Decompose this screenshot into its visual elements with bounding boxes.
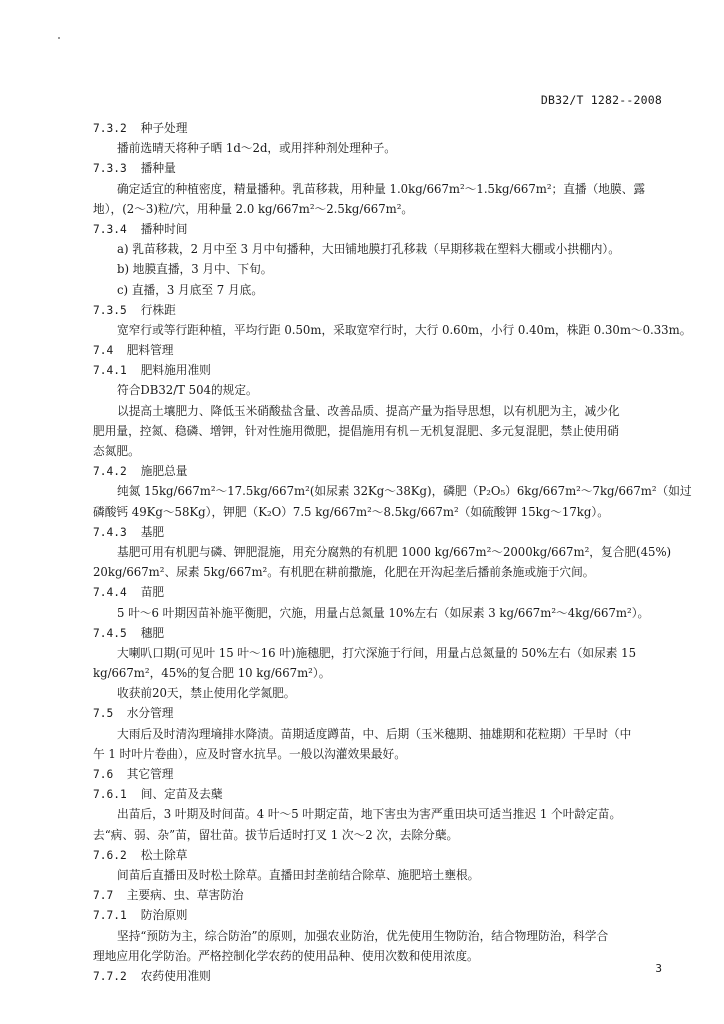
section-number: 7.4.2 bbox=[93, 465, 127, 479]
section-number: 7.3.5 bbox=[93, 303, 127, 317]
paragraph-line: 确定适宜的种植密度，精量播种。乳苗移栽，用种量 1.0kg/667m²～1.5kg/667m²；直播（地膜、露 bbox=[117, 181, 646, 196]
section-title: 穗肥 bbox=[140, 625, 165, 640]
section-number: 7.6 bbox=[93, 768, 114, 781]
section-number: 7.4.4 bbox=[93, 586, 127, 600]
section-number: 7.7.1 bbox=[93, 909, 127, 923]
paragraph-line: 午 1 时叶片卷曲），应及时窨水抗旱。一般以沟灌效果最好。 bbox=[93, 746, 406, 761]
section-title: 其它管理 bbox=[126, 767, 174, 781]
subsection-heading bbox=[93, 158, 663, 178]
subsection-heading bbox=[93, 966, 663, 986]
paragraph-line: 间苗后直播田及时松土除草。直播田封垄前结合除草、施肥培土壅根。 bbox=[117, 867, 480, 882]
section-title: 施肥总量 bbox=[140, 464, 188, 479]
standard-code: DB32/T 1282--2008 bbox=[540, 93, 662, 107]
paragraph-line: 磷酸钙 49Kg～58Kg），钾肥（K₂O）7.5 kg/667m²～8.5kg/667m²（如硫酸钾 15kg～17kg）。 bbox=[93, 504, 609, 519]
paragraph-line: 理地应用化学防治。严格控制化学农药的使用品种、使用次数和使用浓度。 bbox=[93, 948, 479, 963]
paragraph-line: 宽窄行或等行距种植，平均行距 0.50m，采取宽窄行时，大行 0.60m，小行 0.40m，株距 0.30m～0.33m。 bbox=[117, 322, 692, 337]
section-number: 7.7 bbox=[93, 889, 114, 903]
subsection-heading bbox=[93, 461, 663, 481]
subsection-heading bbox=[93, 784, 663, 804]
section-title: 种子处理 bbox=[140, 121, 188, 135]
paragraph-line: 纯氮 15kg/667m²～17.5kg/667m²(如尿素 32Kg～38Kg)，磷肥（P₂O₅）6kg/667m²～7kg/667m²（如过 bbox=[117, 484, 692, 499]
section-number: 7.4.3 bbox=[93, 525, 127, 539]
paragraph-line: 态氮肥。 bbox=[93, 444, 140, 458]
paragraph-line: 基肥可用有机肥与磷、钾肥混施，用充分腐熟的有机肥 1000 kg/667m²～2000kg/667m²，复合肥(45%) bbox=[117, 544, 672, 559]
paragraph-line: 出苗后，3 叶期及时间苗。4 叶～5 叶期定苗，地下害虫为害严重田块可适当推迟 1 个叶龄定苗。 bbox=[117, 807, 622, 822]
section-title: 主要病、虫、草害防治 bbox=[126, 888, 244, 903]
paragraph-line: kg/667m²，45%的复合肥 10 kg/667m²）。 bbox=[93, 666, 331, 681]
section-number: 7.6.2 bbox=[93, 848, 127, 862]
subsection-heading bbox=[93, 300, 663, 320]
section-title: 肥料施用准则 bbox=[140, 363, 211, 378]
section-number: 7.3.4 bbox=[93, 222, 127, 236]
paragraph-line: 以提高土壤肥力、降低玉米硝酸盐含量、改善品质、提高产量为指导思想，以有机肥为主，减少化 bbox=[117, 403, 620, 418]
paragraph-line: 20kg/667m²、尿素 5kg/667m²。有机肥在耕前撒施，化肥在开沟起垄后播前条施或施于穴间。 bbox=[93, 565, 595, 580]
subsection-heading bbox=[93, 219, 663, 239]
section-title: 松土除草 bbox=[140, 847, 188, 862]
paragraph-line: 肥用量，控氮、稳磷、增钾，针对性施用微肥，提倡施用有机－无机复混肥、多元复混肥，禁止使用硝 bbox=[93, 423, 619, 438]
paragraph-line: 大喇叭口期(可见叶 15 叶～16 叶)施穗肥，打穴深施于行间，用量占总氮量的 50%左右（如尿素 15 bbox=[117, 645, 637, 660]
page-number: 3 bbox=[655, 962, 662, 975]
section-number: 7.7.2 bbox=[93, 969, 127, 983]
section-title: 播种量 bbox=[140, 161, 176, 176]
paragraph-line: 收获前20天，禁止使用化学氮肥。 bbox=[117, 686, 296, 701]
section-title: 播种时间 bbox=[140, 221, 188, 236]
paragraph-line: 播前选晴天将种子晒 1d～2d，或用拌种剂处理种子。 bbox=[117, 141, 396, 156]
section-number: 7.3.3 bbox=[93, 162, 127, 176]
section-number: 7.4 bbox=[93, 344, 114, 358]
paragraph-line: 地），(2～3)粒/穴，用种量 2.0 kg/667m²～2.5kg/667m²。 bbox=[93, 201, 414, 216]
subsection-heading bbox=[93, 623, 663, 643]
scan-speck bbox=[58, 37, 60, 39]
section-title: 防治原则 bbox=[140, 908, 188, 923]
subsection-heading bbox=[93, 905, 663, 925]
subsection-heading bbox=[93, 845, 663, 865]
section-number: 7.6.1 bbox=[93, 788, 127, 802]
section-heading bbox=[93, 764, 663, 784]
section-heading bbox=[93, 340, 663, 360]
paragraph-line: 5 叶～6 叶期因苗补施平衡肥，穴施，用量占总氮量 10%左右（如尿素 3 kg/667m²～4kg/667m²）。 bbox=[117, 605, 650, 620]
subsection-heading bbox=[93, 118, 663, 138]
section-number: 7.4.1 bbox=[93, 364, 127, 378]
paragraph-line: a) 乳苗移栽，2 月中至 3 月中旬播种，大田铺地膜打孔移栽（早期移栽在塑料大棚或小拱棚内）。 bbox=[117, 242, 620, 257]
section-title: 苗肥 bbox=[140, 585, 165, 600]
paragraph-line: 去“病、弱、杂”苗，留壮苗。拔节后适时打叉 1 次～2 次，去除分蘖。 bbox=[93, 827, 459, 842]
paragraph-line: c) 直播，3 月底至 7 月底。 bbox=[117, 282, 264, 297]
section-number: 7.3.2 bbox=[93, 122, 127, 135]
paragraph-line: 大雨后及时清沟理墒排水降渍。苗期适度蹲苗，中、后期（玉米穗期、抽雄期和花粒期）干旱时（中 bbox=[117, 726, 632, 741]
section-heading bbox=[93, 703, 663, 723]
section-number: 7.5 bbox=[93, 707, 114, 721]
section-title: 农药使用准则 bbox=[140, 968, 211, 983]
section-title: 水分管理 bbox=[126, 706, 174, 721]
section-title: 基肥 bbox=[140, 524, 165, 539]
section-heading bbox=[93, 885, 663, 905]
paragraph-line: 符合DB32/T 504的规定。 bbox=[117, 383, 258, 398]
paragraph-line: 坚持“预防为主，综合防治”的原则，加强农业防治，优先使用生物防治，结合物理防治，科学合 bbox=[117, 928, 609, 943]
subsection-heading bbox=[93, 582, 663, 602]
subsection-heading bbox=[93, 360, 663, 380]
document-body bbox=[93, 118, 692, 986]
subsection-heading bbox=[93, 522, 663, 542]
section-title: 行株距 bbox=[140, 302, 176, 317]
section-title: 肥料管理 bbox=[126, 343, 174, 358]
paragraph-line: b) 地膜直播，3 月中、下旬。 bbox=[117, 262, 273, 277]
section-title: 间、定苗及去蘖 bbox=[140, 787, 223, 802]
section-number: 7.4.5 bbox=[93, 626, 127, 640]
